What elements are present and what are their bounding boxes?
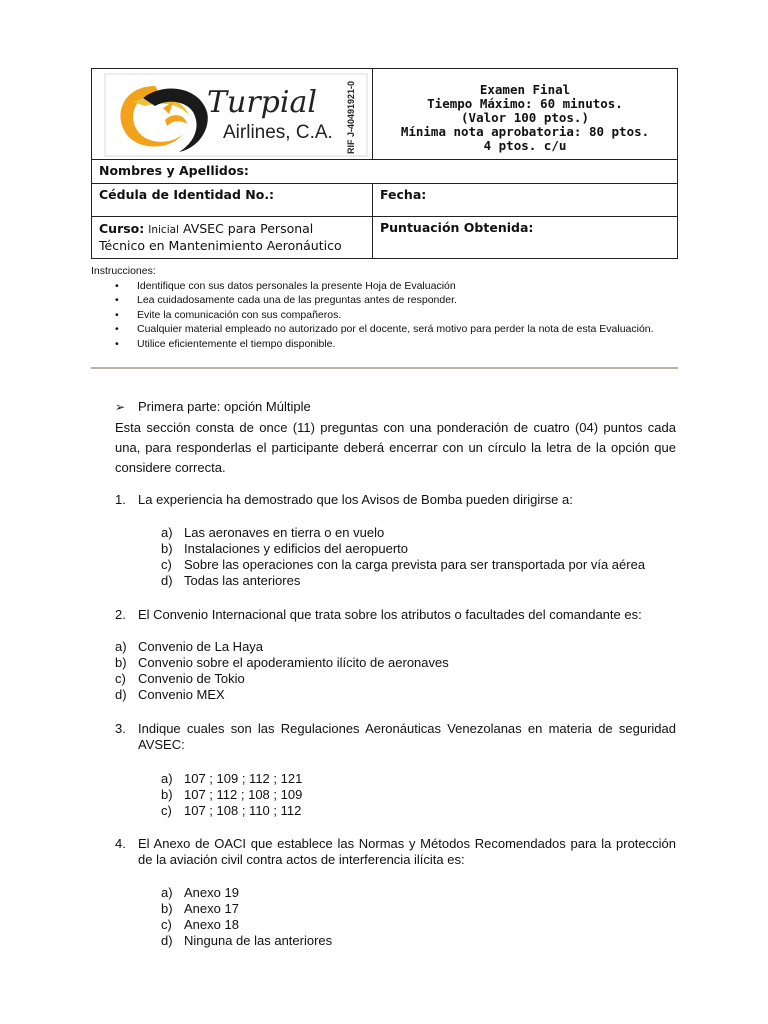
instruction-item: • Evite la comunicación con sus compañeros.: [115, 308, 342, 321]
turpial-airlines-logo: [103, 72, 369, 158]
instructions-block: [91, 264, 678, 351]
exam-value: (Valor 100 ptos.): [461, 110, 589, 125]
bullet-icon: •: [115, 337, 119, 350]
exam-title: Examen Final: [479, 82, 571, 97]
instruction-item: • Utilice eficientemente el tiempo disponible.: [115, 337, 336, 350]
fecha-label: Fecha:: [380, 187, 427, 202]
exam-page: Turpial Airlines, C.A. RIF J-40491921-0 Examen Final Tiempo Máximo: 60 minutos. (Valor 100 ptos.) Mínima nota aprobatoria: 80 ptos. 4 ptos. c/u Nombres y Apellidos: Cédula de Identidad No.: Fecha: Curso: Inicial AVSEC para Personal Técnico en Mantenimiento Aeronáutico Puntuación Obtenida: Instrucciones: • Identifique con sus datos personales la presente Hoja de Evaluación • Lea cuidadosamente cada una de las preguntas antes de responder. • Evite la comunicación con sus compañeros. • Cualquier material empleado no autorizado por el docente, será motivo para perder la nota de esta Evaluación. • Utilice eficientemente el tiempo disponible. ➢ Primera parte: opción Múltiple Esta sección consta de once (11) preguntas con una ponderación de cuatro (04) puntos cada una, para responderlas el participante deberá encerrar con un círculo la letra de la opción que considere correcta. 1. La experiencia ha demostrado que los Avisos de Bomba pueden dirigirse a: a) Las aeronaves en tierra o en vuelo b) Instalaciones y edificios del aeropuerto c) Sobre las operaciones con la carga prevista para ser transportada por vía aérea d) Todas las anteriores 2. El Convenio Internacional que trata sobre los atributos o facultades del comandante es: a) Convenio de La Haya b) Convenio sobre el apoderamiento ilícito de aeronaves c) Convenio de Tokio d) Convenio MEX 3. Indique cuales son las Regulaciones Aeronáuticas Venezolanas en materia de seguridad AVSEC: a) 107 ; 109 ; 112 ; 121 b) 107 ; 112 ; 108 ; 109 c) 107 ; 108 ; 110 ; 112 4. El Anexo de OACI que establece las Normas y Métodos Recomendados para la protección de la aviación civil contra actos de interferencia ilícita es: a) Anexo 19 b) Anexo 17 c) Anexo 18 d) Ninguna de las anteriores: [0, 0, 768, 1024]
section-title-text: Primera parte: opción Múltiple: [138, 399, 311, 414]
question-4: [115, 836, 676, 868]
cedula-field[interactable]: [92, 184, 373, 217]
fecha-field[interactable]: [373, 184, 678, 217]
question-number: 3.: [115, 721, 126, 736]
exam-points-each: 4 ptos. c/u: [483, 138, 567, 153]
instructions-list: [91, 279, 678, 352]
exam-time: Tiempo Máximo: 60 minutos.: [427, 96, 623, 111]
exam-header-table: [91, 68, 678, 259]
exam-info-cell: [373, 69, 678, 160]
question-text: El Convenio Internacional que trata sobre los atributos o facultades del comandante es:: [138, 607, 642, 622]
instructions-divider: [91, 367, 678, 369]
bullet-icon: •: [115, 308, 119, 321]
question-3: [115, 721, 676, 753]
logo-cell: [92, 69, 373, 160]
puntuacion-label: Puntuación Obtenida:: [380, 220, 534, 235]
question-2: [115, 607, 676, 623]
cedula-label: Cédula de Identidad No.:: [99, 187, 275, 202]
section-intro: Esta sección consta de once (11) preguntas con una ponderación de cuatro (04) puntos cada una, para responderlas el participante deberá encerrar con un círculo la letra de la opción que considere correcta.: [115, 420, 676, 475]
question-1: [115, 492, 676, 508]
exam-min-grade: Mínima nota aprobatoria: 80 ptos.: [400, 124, 650, 139]
question-number: 4.: [115, 836, 126, 851]
instructions-title: Instrucciones:: [91, 265, 156, 277]
nombres-label: Nombres y Apellidos:: [99, 163, 249, 178]
question-number: 1.: [115, 492, 126, 507]
logo-brand-sub: Airlines, C.A.: [223, 122, 333, 143]
question-text: El Anexo de OACI que establece las Normas y Métodos Recomendados para la protección de la aviación civil contra actos de interferencia ilícita es:: [138, 836, 676, 867]
puntuacion-field[interactable]: [373, 217, 678, 259]
arrow-bullet-icon: ➢: [115, 400, 126, 414]
bullet-icon: •: [115, 294, 119, 306]
curso-inicial: Inicial: [148, 224, 179, 236]
bullet-icon: •: [115, 279, 119, 292]
question-text: Indique cuales son las Regulaciones Aeronáuticas Venezolanas en materia de seguridad AVSEC:: [138, 721, 676, 752]
nombres-field[interactable]: [92, 160, 678, 184]
curso-cell: [92, 217, 373, 259]
instruction-item: • Lea cuidadosamente cada una de las preguntas antes de responder.: [115, 294, 457, 306]
logo-brand-script: Turpial: [207, 85, 317, 120]
instruction-item: • Cualquier material empleado no autorizado por el docente, será motivo para perder la nota de esta Evaluación.: [115, 323, 654, 335]
bullet-icon: •: [115, 323, 119, 335]
curso-name-1: AVSEC para Personal: [178, 221, 314, 236]
curso-label: Curso:: [99, 221, 145, 236]
logo-rif: RIF J-40491921-0: [346, 80, 356, 154]
curso-name-2: Técnico en Mantenimiento Aeronáutico: [99, 238, 342, 253]
question-text: La experiencia ha demostrado que los Avisos de Bomba pueden dirigirse a:: [138, 492, 573, 507]
instruction-item: • Identifique con sus datos personales la presente Hoja de Evaluación: [115, 279, 456, 292]
question-number: 2.: [115, 607, 126, 622]
